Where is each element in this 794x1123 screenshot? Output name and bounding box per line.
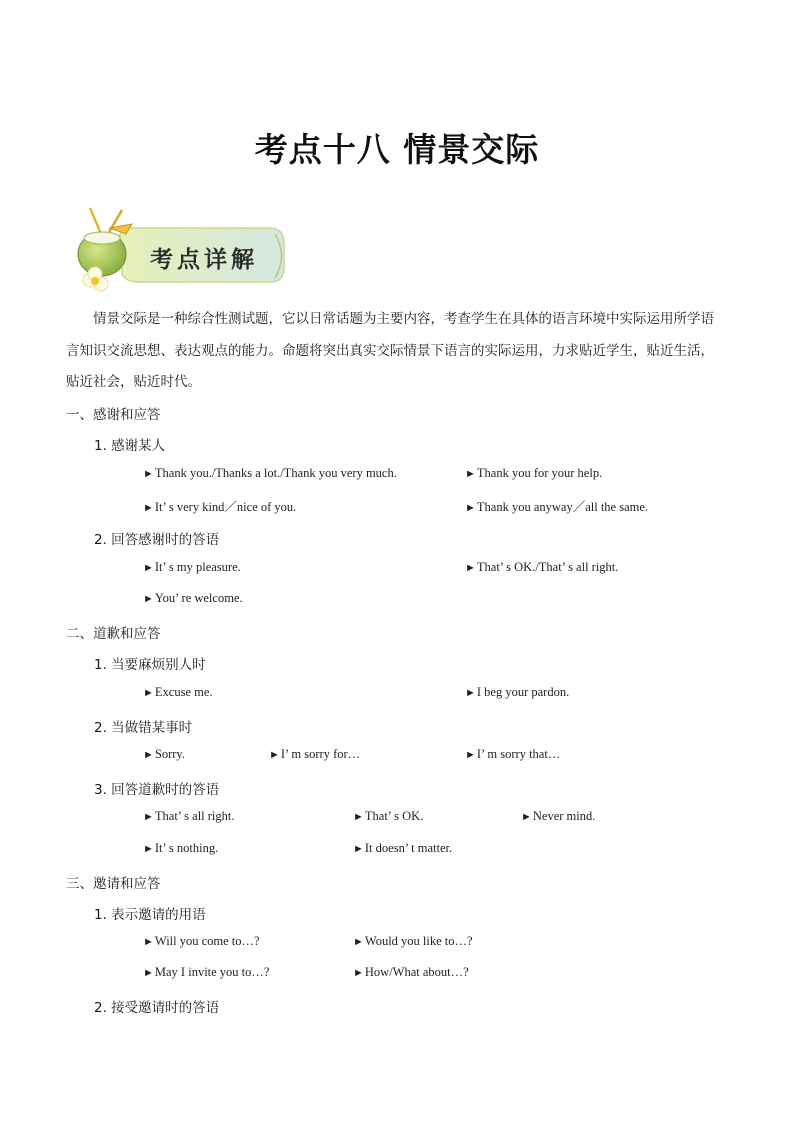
arrow-icon: ► <box>465 687 476 699</box>
intro-paragraph: 情景交际是一种综合性测试题，它以日常话题为主要内容，考查学生在具体的语言环境中实际运用所学语言知识交流思想、表达观点的能力。命题将突出真实交际情景下语言的实际运用，力求贴近学生，贴近生活，贴近社会，贴近时代。 <box>66 311 714 390</box>
phrase-item: ►How/What about…? <box>353 965 469 979</box>
phrase-item: ►May I invite you to…? <box>143 965 270 979</box>
arrow-icon: ► <box>143 593 154 605</box>
section-heading: 三、邀请和应答 <box>66 876 161 892</box>
phrase-item: ►That’ s OK. <box>353 809 424 823</box>
phrase-item: ►That’ s OK./That’ s all right. <box>465 560 619 574</box>
arrow-icon: ► <box>269 749 280 761</box>
subsection-heading: 3. 回答道歉时的答语 <box>94 782 220 798</box>
phrase-item: ►Thank you anyway／all the same. <box>465 500 649 514</box>
phrase-item: ►It doesn’ t matter. <box>353 841 453 855</box>
arrow-icon: ► <box>465 502 476 514</box>
arrow-icon: ► <box>143 749 154 761</box>
phrase-item: ►It’ s very kind／nice of you. <box>143 500 297 514</box>
subsection-heading: 1. 感谢某人 <box>94 438 166 454</box>
phrase-item: ►You’ re welcome. <box>143 591 243 605</box>
arrow-icon: ► <box>465 749 476 761</box>
arrow-icon: ► <box>353 967 364 979</box>
page-title: 考点十八 情景交际 <box>254 130 540 169</box>
arrow-icon: ► <box>143 936 154 948</box>
phrase-item: ►Would you like to…? <box>353 934 473 948</box>
phrase-item: ►It’ s nothing. <box>143 841 219 855</box>
phrase-item: ►It’ s my pleasure. <box>143 560 241 574</box>
phrase-item: ►Excuse me. <box>143 685 213 699</box>
phrase-item: ►Will you come to…? <box>143 934 260 948</box>
phrase-item: ►Thank you./Thanks a lot./Thank you very much. <box>143 466 397 480</box>
arrow-icon: ► <box>143 811 154 823</box>
arrow-icon: ► <box>143 562 154 574</box>
subsection-heading: 2. 回答感谢时的答语 <box>94 532 220 548</box>
arrow-icon: ► <box>521 811 532 823</box>
subsection-heading: 1. 表示邀请的用语 <box>94 907 206 923</box>
phrase-item: ►I’ m sorry for… <box>269 747 361 761</box>
subsection-heading: 2. 接受邀请时的答语 <box>94 1000 220 1016</box>
arrow-icon: ► <box>353 811 364 823</box>
arrow-icon: ► <box>353 843 364 855</box>
arrow-icon: ► <box>465 562 476 574</box>
arrow-icon: ► <box>143 468 154 480</box>
phrase-item: ►Never mind. <box>521 809 596 823</box>
phrase-item: ►I beg your pardon. <box>465 685 570 699</box>
section-heading: 二、道歉和应答 <box>66 626 161 642</box>
banner-label: 考点详解 <box>150 247 258 273</box>
arrow-icon: ► <box>465 468 476 480</box>
phrase-item: ►That’ s all right. <box>143 809 235 823</box>
section-heading: 一、感谢和应答 <box>66 407 161 423</box>
subsection-heading: 2. 当做错某事时 <box>94 720 193 736</box>
arrow-icon: ► <box>143 843 154 855</box>
subsection-heading: 1. 当要麻烦别人时 <box>94 657 206 673</box>
arrow-icon: ► <box>353 936 364 948</box>
phrase-item: ►Sorry. <box>143 747 185 761</box>
arrow-icon: ► <box>143 502 154 514</box>
arrow-icon: ► <box>143 687 154 699</box>
phrase-item: ►Thank you for your help. <box>465 466 603 480</box>
phrase-item: ►I’ m sorry that… <box>465 747 561 761</box>
arrow-icon: ► <box>143 967 154 979</box>
